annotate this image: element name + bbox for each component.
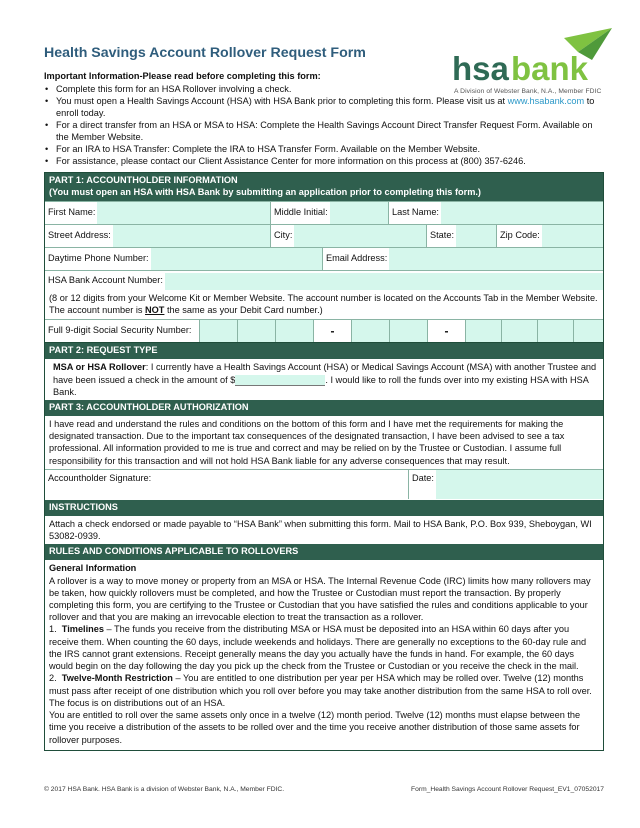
zip-label: Zip Code: [500,229,540,240]
city-label: City: [274,229,293,240]
ssn-digit-3[interactable] [275,320,313,342]
twelve-month-text: – You are entitled to one distribution per year per HSA which may be rolled over. Twelve (12) months must pass after receipt of one distribution which you roll over before you may take another distribution from the same HSA to roll over. The focus is on distributions out of an HSA. [49,673,592,708]
account-number-note [45,290,603,317]
logo-bank-text: bank [511,50,589,87]
first-name-cell [45,202,270,224]
general-info-title: General Information [49,563,137,574]
important-item: • For a direct transfer from an HSA or MSA to HSA: Complete the Health Savings Account Direct Transfer Request Form. Available on the Member Website. [44,120,604,144]
timelines-rule [49,623,599,672]
state-field[interactable] [456,225,496,247]
request-type-body-end: . I would like to roll the funds over into my existing HSA with HSA Bank. [53,374,589,397]
rules-body [45,560,603,750]
part1-title: PART 1: ACCOUNTHOLDER INFORMATION [49,175,238,185]
city-field[interactable] [294,225,426,247]
important-item-text: You must open a Health Savings Account (HSA) with HSA Bank prior to completing this form. Please visit us at [56,95,508,106]
account-note-text-end: the same as your Debit Card number.) [164,305,323,316]
part1-header [45,173,603,201]
request-type-text [45,359,603,400]
general-info-text: A rollover is a way to move money or property from an MSA or HSA. The Internal Revenue Code (IRC) limits how many rollovers may be taken, how quickly rollovers must be completed, and how the Trustee or Custodian must report the transaction. By properly completing this form, you are certifying to the Trustee or Custodian that you have satisfied the rules and conditions applicable to your rollover and that you are making an irrevocable election to treat the transaction as a rollover. [49,575,591,623]
email-cell [322,248,603,270]
date-field[interactable] [436,470,603,499]
logo-hsa-text: hsa [452,50,509,87]
email-field[interactable] [389,248,603,270]
ssn-label: Full 9-digit Social Security Number: [48,325,192,336]
account-note-not: NOT [145,305,165,316]
timelines-text: – The funds you receive from the distributing MSA or HSA must be deposited into an HSA within 60 days after you receive them. When counting the 60 days, include weekends and holidays. There are generally no exceptions to the 60-day rule and the IRS cannot grant extensions. Receipt generally means the day you actually have the funds in hand. For example, the 60 days would begin on the day following the day you pick up the check from the Trustee or Custodian or you receive the check in the mail. [49,624,587,672]
state-label: State: [430,229,455,240]
ssn-row [45,319,603,342]
account-number-field[interactable] [165,273,603,290]
city-cell [270,225,426,247]
state-cell [426,225,496,247]
important-information [44,71,604,168]
email-label: Email Address: [326,252,388,263]
authorization-text: I have read and understand the rules and conditions on the bottom of this form and I have met the requirements for making the designated transaction. Due to the important tax consequences of the designated transaction, I have been advised to see a tax professional. All information provided to me is true and correct and may be relied on by the Trustee or Custodian. I assume full responsibility for this transaction and will not hold HSA Bank liable for any adverse consequences that may result. [49,418,565,466]
phone-field[interactable] [151,248,322,270]
first-name-field[interactable] [97,202,270,224]
instructions-header: INSTRUCTIONS [45,500,603,516]
signature-cell [45,470,408,499]
important-item: • For an IRA to HSA Transfer: Complete the IRA to HSA Transfer Form. Available on the Member Website. [44,144,604,156]
name-row [45,201,603,224]
part2-header: PART 2: REQUEST TYPE [45,342,603,359]
check-amount-field[interactable] [235,375,325,386]
ssn-digit-6[interactable] [465,320,501,342]
last-name-label: Last Name: [392,206,439,217]
instructions-text: Attach a check endorsed or made payable to “HSA Bank” when submitting this form. Mail to HSA Bank, P.O. Box 939, Sheboygan, WI 53082-0939. [49,518,592,542]
address-row [45,224,603,247]
timelines-title: Timelines [61,624,104,635]
footer-copyright: © 2017 HSA Bank. HSA Bank is a division of Webster Bank, N.A., Member FDIC. [44,786,285,793]
street-label: Street Address: [48,229,111,240]
first-name-label: First Name: [48,206,96,217]
account-number-label: HSA Bank Account Number: [48,275,163,286]
zip-cell [496,225,603,247]
last-name-cell [388,202,603,224]
part3-header: PART 3: ACCOUNTHOLDER AUTHORIZATION [45,400,603,416]
important-item: • For assistance, please contact our Client Assistance Center for more information on this process at (800) 357-6246. [44,156,604,168]
last-name-field[interactable] [441,202,603,224]
important-item-text-end: to enroll today. [56,95,595,118]
request-type-body: : I currently have a Health Savings Account (HSA) or Medical Savings Account (MSA) with another Trustee and have been issued a check in the amount of $ [53,362,597,385]
account-number-line [45,273,603,290]
middle-initial-field[interactable] [330,202,388,224]
twelve-month-rule [49,672,599,709]
ssn-digit-7[interactable] [501,320,537,342]
ssn-separator: - [427,320,465,342]
rollover-frequency-text: You are entitled to roll over the same assets only once in a twelve (12) month period. Twelve (12) months must elapse between the time you receive a distribution of the assets to be rolled over and the time you receive another distribution of those same assets for rollover purposes. [49,710,581,745]
ssn-digit-5[interactable] [389,320,427,342]
ssn-label-cell [45,320,199,342]
timelines-number: 1. [49,624,57,635]
middle-initial-label: Middle Initial: [274,206,328,217]
twelve-month-number: 2. [49,673,57,684]
part1-subtitle: (You must open an HSA with HSA Bank by submitting an application prior to completing this form.) [49,186,481,197]
footer-form-id: Form_Health Savings Account Rollover Request_EV1_07052017 [411,786,604,793]
important-list [44,84,604,168]
street-cell [45,225,270,247]
important-item: • Complete this form for an HSA Rollover involving a check. [44,84,604,96]
ssn-digit-9[interactable] [573,320,603,342]
rules-header: RULES AND CONDITIONS APPLICABLE TO ROLLOVERS [45,544,603,560]
zip-field[interactable] [542,225,603,247]
street-field[interactable] [113,225,270,247]
date-label: Date: [412,472,434,483]
request-type-name: MSA or HSA Rollover [53,362,146,373]
account-note-text: (8 or 12 digits from your Welcome Kit or Member Website. The account number is located on the Accounts Tab in the Member Website. The account number is [49,292,598,316]
signature-label: Accountholder Signature: [48,472,152,483]
website-link[interactable]: www.hsabank.com [507,95,585,106]
page-title: Health Savings Account Rollover Request Form [44,45,366,61]
ssn-separator: - [313,320,351,342]
phone-label: Daytime Phone Number: [48,252,149,263]
account-number-row [45,270,603,319]
ssn-digit-8[interactable] [537,320,573,342]
important-header: Important Information-Please read before completing this form: [44,71,321,81]
logo-subtitle: A Division of Webster Bank, N.A., Member FDIC [454,88,602,95]
twelve-month-title: Twelve-Month Restriction [61,673,173,684]
middle-initial-cell [270,202,388,224]
ssn-digit-2[interactable] [237,320,275,342]
ssn-digit-1[interactable] [199,320,237,342]
ssn-digit-4[interactable] [351,320,389,342]
signature-row [45,469,603,499]
rollover-form [44,172,604,751]
date-cell [408,470,603,499]
phone-cell [45,248,322,270]
contact-row [45,247,603,270]
important-item [44,96,604,120]
